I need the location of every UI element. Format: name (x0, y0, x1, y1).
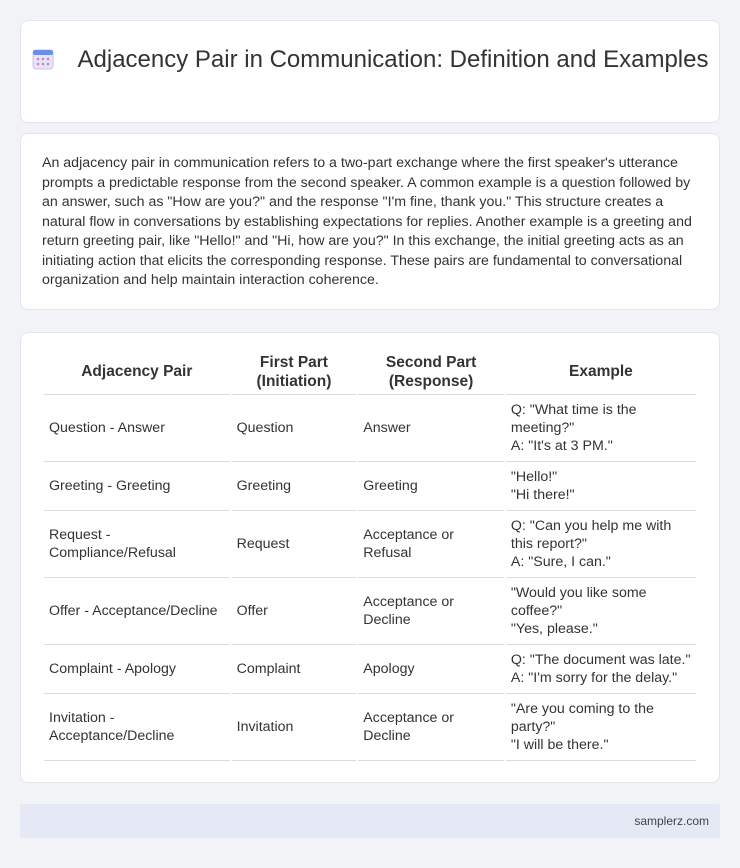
example-cell (506, 511, 696, 578)
pair-cell: Question - Answer (44, 395, 230, 462)
second-part-cell: Answer (358, 395, 504, 462)
example-line: "Hello!" (510, 469, 558, 485)
pair-cell: Invitation - Acceptance/Decline (44, 694, 230, 761)
title-card (20, 20, 720, 123)
example-line: Q: "What time is the meeting?" (510, 402, 637, 436)
example-line: A: "Sure, I can." (510, 554, 611, 570)
first-part-cell: Invitation (232, 694, 357, 761)
pair-cell: Greeting - Greeting (44, 462, 230, 511)
pair-cell: Request - Compliance/Refusal (44, 511, 230, 578)
example-cell (506, 578, 696, 645)
adjacency-pair-table (42, 349, 698, 761)
example-cell (506, 694, 696, 761)
intro-paragraph: An adjacency pair in communication refers to a two-part exchange where the first speaker's utterance prompts a predictable response from the second speaker. A common example is a question followed by an answer, such as "How are you?" and the response "I'm fine, thank you." This structure creates a natural flow in conversations by establishing expectations for replies. Another example is a greeting and return greeting pair, like "Hello!" and "Hi, how are you?" In this exchange, the initial greeting acts as an initiating action that elicits the corresponding response. These pairs are fundamental to conversational organization and help maintain interaction coherence. (42, 155, 692, 288)
column-header: Adjacency Pair (44, 349, 230, 395)
example-line: "Yes, please." (510, 621, 598, 637)
example-cell (506, 395, 696, 462)
intro-card (20, 133, 720, 310)
column-header: Example (506, 349, 696, 395)
pair-cell: Complaint - Apology (44, 645, 230, 694)
example-cell (506, 645, 696, 694)
first-part-cell: Offer (232, 578, 357, 645)
second-part-cell: Acceptance or Decline (358, 694, 504, 761)
example-line: "Would you like some coffee?" (510, 585, 647, 619)
example-line: A: "I'm sorry for the delay." (510, 670, 678, 686)
example-line: A: "It's at 3 PM." (510, 438, 613, 454)
second-part-cell: Acceptance or Decline (358, 578, 504, 645)
table-row (44, 395, 696, 462)
table-card (20, 332, 720, 783)
example-line: "Are you coming to the party?" (510, 701, 654, 735)
pair-cell: Offer - Acceptance/Decline (44, 578, 230, 645)
table-row (44, 694, 696, 761)
second-part-cell: Greeting (358, 462, 504, 511)
first-part-cell: Request (232, 511, 357, 578)
page-title: Adjacency Pair in Communication: Definition and Examples (77, 46, 709, 73)
second-part-cell: Apology (358, 645, 504, 694)
calendar-icon (32, 48, 54, 70)
first-part-cell: Question (232, 395, 357, 462)
example-cell (506, 462, 696, 511)
column-header: Second Part (Response) (358, 349, 504, 395)
example-line: Q: "The document was late." (510, 652, 691, 668)
table-row (44, 578, 696, 645)
example-line: Q: "Can you help me with this report?" (510, 518, 672, 552)
first-part-cell: Complaint (232, 645, 357, 694)
table-row (44, 462, 696, 511)
page-title-block (21, 45, 719, 74)
footer-bar (20, 804, 720, 838)
first-part-cell: Greeting (232, 462, 357, 511)
table-header-row (44, 349, 696, 395)
site-link[interactable]: samplerz.com (634, 814, 709, 828)
example-line: "Hi there!" (510, 487, 575, 503)
example-line: "I will be there." (510, 737, 609, 753)
table-row (44, 645, 696, 694)
table-row (44, 511, 696, 578)
column-header: First Part (Initiation) (232, 349, 357, 395)
second-part-cell: Acceptance or Refusal (358, 511, 504, 578)
